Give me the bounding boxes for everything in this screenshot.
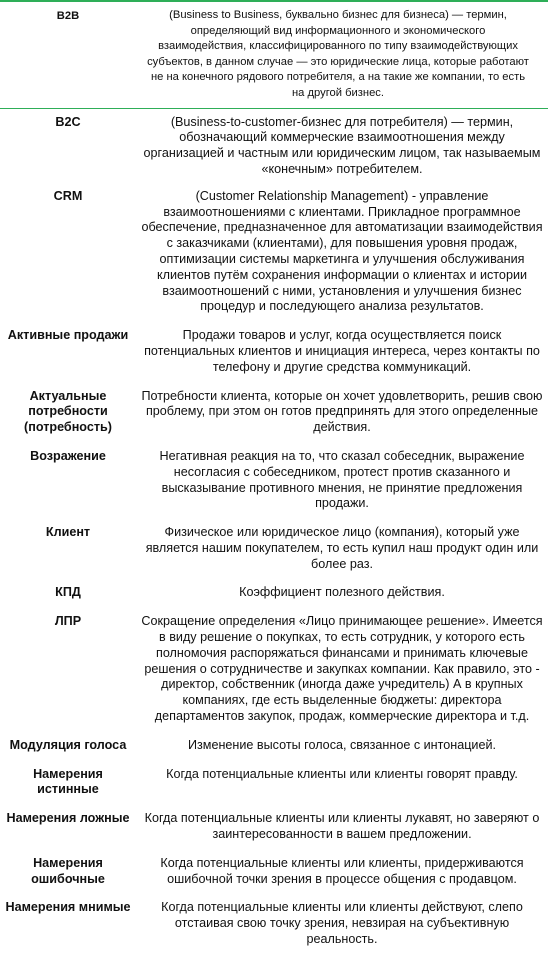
- term-cell: Активные продажи: [7, 328, 129, 343]
- definition-cell: (Business to Business, буквально бизнес для бизнеса) — термин, определяющий вид информационного и экономического взаимодействия, классифицированного по типу взаимодействующих субъектов, в данном случае — это юридические лица, которые работают не на конечного рядового потребителя, а на такие же компании, то есть на другой бизнес.: [136, 2, 548, 108]
- term-cell: B2C: [55, 114, 81, 129]
- term-cell: КПД: [55, 585, 81, 600]
- table-row: [0, 805, 548, 850]
- definition-cell: Когда потенциальные клиенты или клиенты, придерживаются ошибочной точки зрения в процессе общения с продавцом.: [160, 855, 524, 886]
- term-cell: B2B: [0, 2, 136, 108]
- table-row: [0, 579, 548, 608]
- definition-cell: (Business-to-customer-бизнес для потребителя) — термин, обозначающий коммерческие взаимоотношения между организацией и частным или юридическим лицом, так называемым «конечным» потребителем.: [143, 114, 541, 176]
- term-cell: CRM: [53, 188, 83, 203]
- definition-cell: Сокращение определения «Лицо принимающее решение». Имеется в виду решение о покупках, то есть сотрудник, у которого есть полномочия распоряжаться финансами и принимать ключевые решения о сотрудничестве и закупках компании. Как правило, это - директор, собственник (иногда даже учредитель) А в крупных компаниях, где есть выделенные бюджеты: директора департаментов закупок, продаж, коммерческие директора и т.д.: [141, 614, 543, 724]
- term-cell: Актуальные потребности (потребность): [24, 388, 112, 435]
- definition-cell: Изменение высоты голоса, связанное с интонацией.: [187, 737, 497, 752]
- table-row: [0, 519, 548, 579]
- term-cell: Намерения ложные: [6, 811, 130, 826]
- table-row: [0, 732, 548, 761]
- table-row: [0, 383, 548, 443]
- term-cell: Клиент: [45, 525, 91, 540]
- term-cell: ЛПР: [54, 614, 82, 629]
- definition-cell: Физическое или юридическое лицо (компания), который уже является нашим покупателем, то есть купил наш продукт один или более раз.: [145, 525, 539, 571]
- definition-cell: Негативная реакция на то, что сказал собеседник, выражение несогласия с собеседником, протест против сказанного и высказывание противного мнения, не принятие предложения продажи.: [159, 448, 525, 511]
- definition-cell: Когда потенциальные клиенты или клиенты говорят правду.: [166, 766, 518, 781]
- table-row: [0, 2, 548, 108]
- definition-cell: Продажи товаров и услуг, когда осуществляется поиск потенциальных клиентов и инициация интереса, через контакты по телефону и другие средства коммуникаций.: [144, 328, 540, 374]
- table-row: [0, 443, 548, 519]
- term-cell: Возражение: [30, 448, 106, 463]
- table-row: [0, 608, 548, 732]
- definition-cell: Когда потенциальные клиенты или клиенты лукавят, но заверяют о заинтересованности в вашем предложении.: [144, 811, 540, 842]
- term-cell: Намерения ошибочные: [31, 855, 105, 886]
- term-cell: Модуляция голоса: [9, 737, 127, 752]
- definition-cell: Потребности клиента, которые он хочет удовлетворить, решив свою проблему, при этом он готов предпринять для этого определенные действия.: [141, 388, 543, 435]
- table-row: [0, 850, 548, 895]
- table-row: [0, 108, 548, 185]
- term-cell: Намерения мнимые: [5, 900, 131, 915]
- table-row: [0, 322, 548, 382]
- table-row: [0, 894, 548, 954]
- definition-cell: Коэффициент полезного действия.: [239, 585, 445, 600]
- definition-cell: Когда потенциальные клиенты или клиенты действуют, слепо отстаивая свою точку зрения, невзирая на субъективную реальность.: [161, 900, 523, 947]
- term-cell: Намерения истинные: [33, 766, 103, 797]
- table-row: [0, 185, 548, 322]
- table-row: [0, 761, 548, 806]
- glossary-table: [0, 2, 548, 955]
- definition-cell: (Customer Relationship Management) - управление взаимоотношениями с клиентами. Прикладное программное обеспечение, предназначенное для автоматизации взаимодействия с заказчиками (клиентами), для повышения уровня продаж, оптимизации системы маркетинга и улучшения обслуживания клиентов путём сохранения информации о клиентах и истории взаимоотношений с ними, установления и улучшения бизнес процедур и последующего анализа результатов.: [141, 188, 543, 314]
